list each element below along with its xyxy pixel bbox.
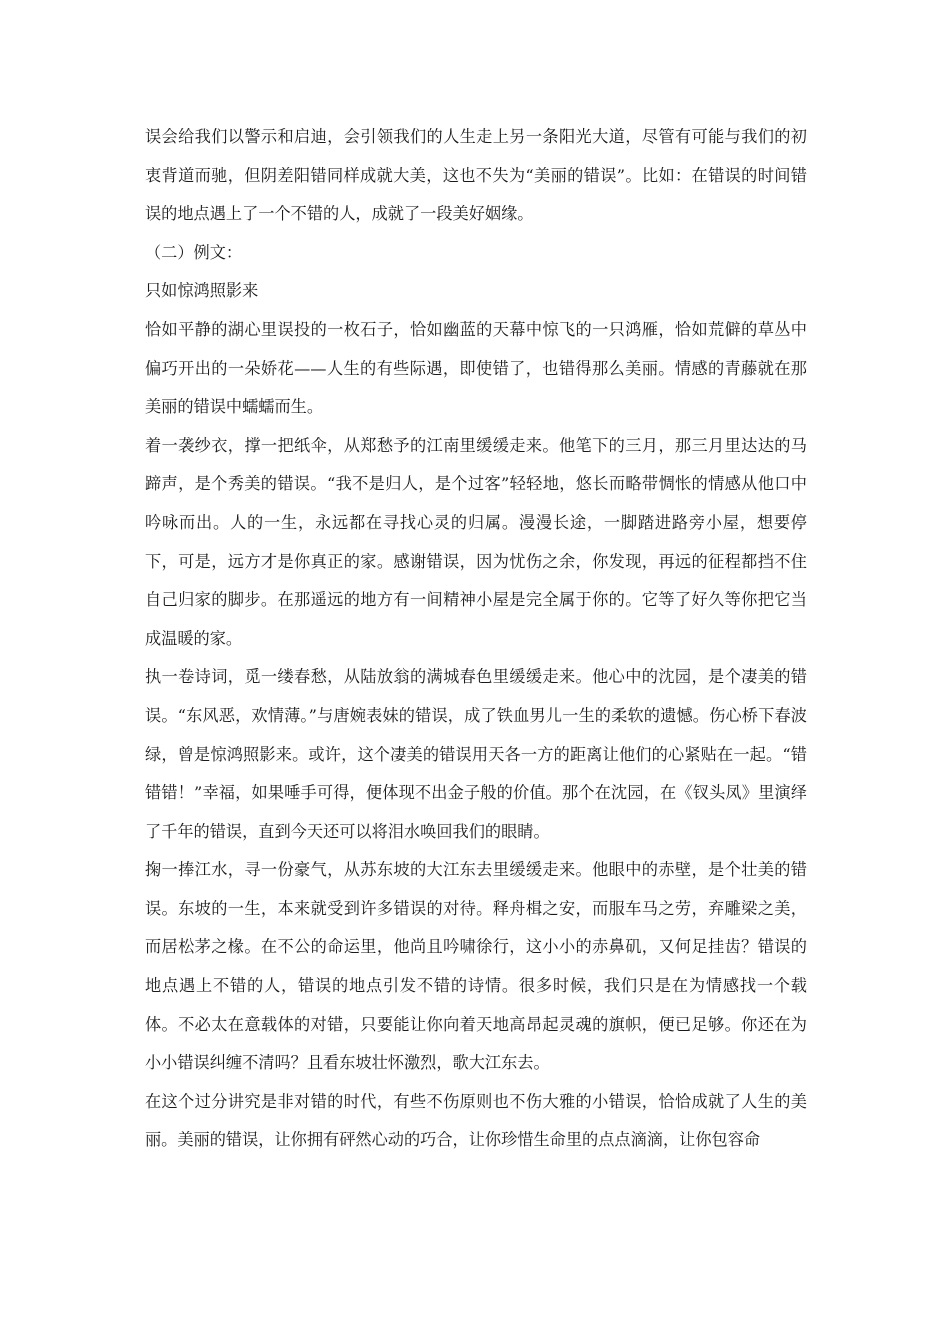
essay-paragraph: 在这个过分讲究是非对错的时代，有些不伤原则也不伤大雅的小错误，恰恰成就了人生的美丽。美丽的错误，让你拥有砰然心动的巧合，让你珍惜生命里的点点滴滴，让你包容命 <box>145 1091 807 1150</box>
intro-paragraph: 误会给我们以警示和启迪，会引领我们的人生走上另一条阳光大道，尽管有可能与我们的初衷背道而驰，但阴差阳错同样成就大美，这也不失为“美丽的错误”。比如：在错误的时间错误的地点遇上了一个不错的人，成就了一段美好姻缘。 <box>145 127 807 224</box>
essay-paragraph: 着一袭纱衣，撑一把纸伞，从郑愁予的江南里缓缓走来。他笔下的三月，那三月里达达的马蹄声，是个秀美的错误。“我不是归人，是个过客”轻轻地，悠长而略带惆怅的情感从他口中吟咏而出。人的一生，永远都在寻找心灵的归属。漫漫长途，一脚踏进路旁小屋，想要停下，可是，远方才是你真正的家。感谢错误，因为忧伤之余，你发现，再远的征程都挡不住自己归家的脚步。在那遥远的地方有一间精神小屋是完全属于你的。它等了好久等你把它当成温暖的家。 <box>145 435 807 648</box>
section-label: （二）例文： <box>145 242 243 262</box>
document-page <box>145 118 807 1160</box>
essay-paragraph: 掬一捧江水，寻一份豪气，从苏东坡的大江东去里缓缓走来。他眼中的赤壁，是个壮美的错误。东坡的一生，本来就受到许多错误的对待。释舟楫之安，而服车马之劳，弃雕梁之美，而居松茅之椽。在不公的命运里，他尚且吟啸徐行，这小小的赤鼻矶，又何足挂齿？错误的地点遇上不错的人，错误的地点引发不错的诗情。很多时候，我们只是在为情感找一个载体。不必太在意载体的对错，只要能让你向着天地高昂起灵魂的旗帜，便已足够。你还在为小小错误纠缠不清吗？且看东坡壮怀激烈，歌大江东去。 <box>145 860 807 1073</box>
essay-paragraph: 恰如平静的湖心里误投的一枚石子，恰如幽蓝的天幕中惊飞的一只鸿雁，恰如荒僻的草丛中偏巧开出的一朵娇花——人生的有些际遇，即使错了，也错得那么美丽。情感的青藤就在那美丽的错误中蠕蠕而生。 <box>145 319 807 417</box>
essay-title: 只如惊鸿照影来 <box>145 281 259 301</box>
essay-paragraph: 执一卷诗词，觅一缕春愁，从陆放翁的满城春色里缓缓走来。他心中的沈园，是个凄美的错误。“东风恶，欢情薄。”与唐婉表妹的错误，成了铁血男儿一生的柔软的遗憾。伤心桥下春波绿，曾是惊鸿照影来。或许，这个凄美的错误用天各一方的距离让他们的心紧贴在一起。“错错错！”幸福，如果唾手可得，便体现不出金子般的价值。那个在沈园，在《钗头凤》里演绎了千年的错误，直到今天还可以将泪水唤回我们的眼睛。 <box>145 667 807 841</box>
